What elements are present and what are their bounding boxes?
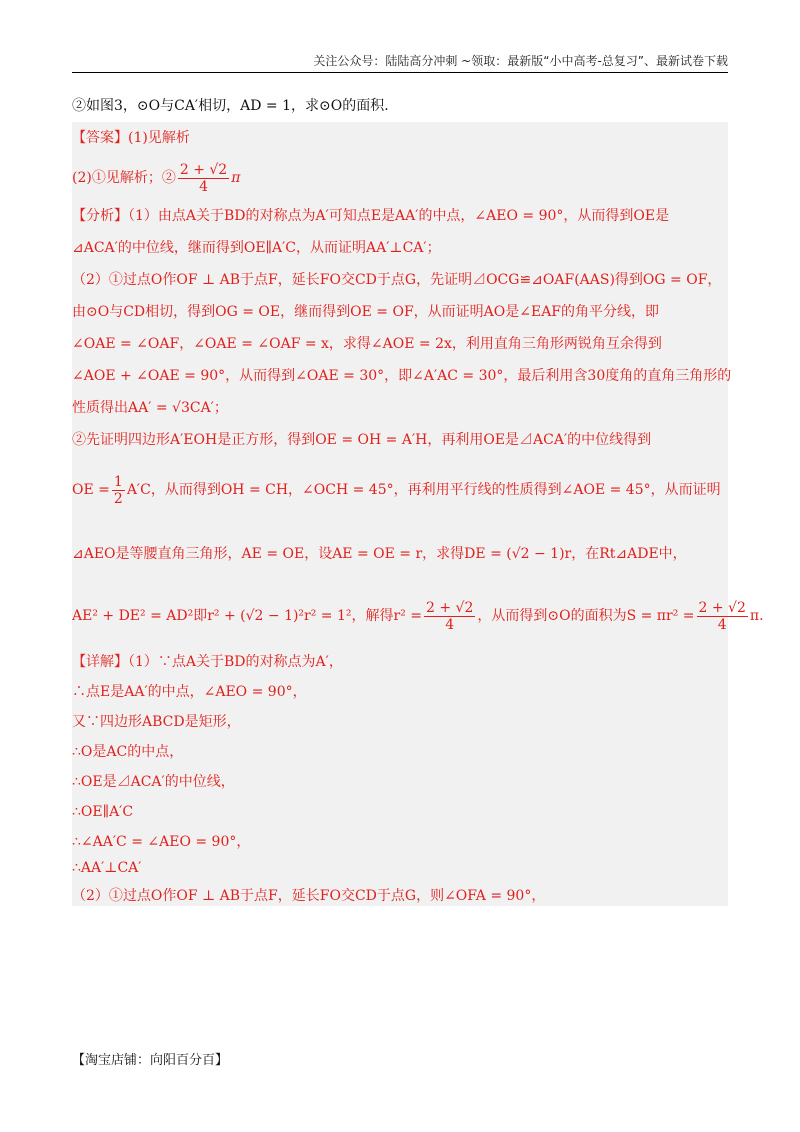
analysis-line-10: ⊿AEO是等腰直角三角形，AE = OE，设AE = OE = r，求得DE = (√2 − 1)r，在Rt⊿ADE中，: [72, 546, 687, 562]
analysis-l11-post: π.: [749, 608, 764, 624]
answer-line-2: [72, 160, 728, 196]
detail-line-6: ∴OE∥A′C: [72, 804, 134, 820]
analysis-l11-pre: AE² + DE² = AD²即r² + (√2 − 1)²r² = 1²，解得r² =: [72, 608, 422, 624]
half-fraction: [112, 474, 125, 507]
answer-fraction: [178, 162, 229, 195]
r-squared-denominator: 4: [445, 616, 455, 633]
detail-line-4: ∴O是AC的中点，: [72, 744, 184, 760]
r-squared-fraction: [424, 600, 475, 633]
analysis-line-4: 由⊙O与CD相切，得到OG = OE，继而得到OE = OF，从而证明AO是∠EAF的角平分线，即: [72, 304, 660, 320]
answer-tag: 【答案】: [72, 130, 128, 146]
question-text: ②如图3，⊙O与CA′相切，AD = 1，求⊙O的面积.: [72, 98, 389, 114]
analysis-line-7: 性质得出AA′ = √3CA′；: [72, 400, 228, 416]
header-divider: [72, 72, 728, 73]
answer-pi: π: [231, 170, 241, 186]
analysis-line-8: ②先证明四边形A′EOH是正方形，得到OE = OH = A′H，再利用OE是⊿ACA′的中位线得到: [72, 432, 652, 448]
detail-line-5: ∴OE是⊿ACA′的中位线，: [72, 774, 235, 790]
page-header: 关注公众号：陆陆高分冲刺 ~领取：最新版“小中高考-总复习”、最新试卷下载: [313, 54, 728, 68]
footer-store: 【淘宝店铺：向阳百分百】: [72, 1053, 229, 1068]
analysis-tag: 【分析】: [72, 208, 128, 224]
analysis-line-1: [72, 206, 728, 226]
detail-line-7: ∴∠AA′C = ∠AEO = 90°，: [72, 834, 251, 850]
answer-part1: (1)见解析: [128, 130, 190, 146]
analysis-l9-post: A′C，从而得到OH = CH，∠OCH = 45°，再利用平行线的性质得到∠AOE = 45°，从而证明: [126, 482, 721, 498]
half-denominator: 2: [113, 490, 123, 507]
r-squared-numerator: 2 + √2: [426, 599, 474, 616]
area-fraction: [697, 600, 748, 633]
detail-tag: 【详解】: [72, 654, 128, 670]
detail-text-1: （1）∵点A关于BD的对称点为A′，: [128, 654, 343, 670]
analysis-line-2: ⊿ACA′的中位线，继而得到OE∥A′C，从而证明AA′⊥CA′；: [72, 240, 441, 256]
analysis-text-1: （1）由点A关于BD的对称点为A′可知点E是AA′的中点，∠AEO = 90°，从而得到OE是: [128, 208, 670, 224]
analysis-line-6: ∠AOE + ∠OAE = 90°，从而得到∠OAE = 30°，即∠A′AC = 30°，最后利用含30度角的直角三角形的: [72, 368, 732, 384]
analysis-line-11: [72, 598, 764, 634]
answer-fraction-numerator: 2 + √2: [179, 161, 228, 178]
area-denominator: 4: [717, 616, 727, 633]
answer-line-1: [72, 128, 728, 148]
analysis-l11-mid: ，从而得到⊙O的面积为S = πr² =: [477, 608, 695, 624]
analysis-l9-pre: OE =: [72, 482, 110, 498]
detail-line-2: ∴点E是AA′的中点，∠AEO = 90°，: [72, 684, 307, 700]
analysis-line-3: （2）①过点O作OF ⊥ AB于点F，延长FO交CD于点G，先证明⊿OCG≌⊿OAF(AAS)得到OG = OF，: [72, 272, 722, 288]
area-numerator: 2 + √2: [698, 599, 746, 616]
half-numerator: 1: [113, 473, 123, 490]
detail-line-3: 又∵四边形ABCD是矩形，: [72, 714, 241, 730]
detail-line-8: ∴AA′⊥CA′: [72, 860, 142, 876]
answer-part2-prefix: (2)①见解析；②: [72, 170, 176, 186]
detail-line-1: [72, 652, 728, 672]
answer-fraction-denominator: 4: [199, 178, 208, 195]
analysis-line-5: ∠OAE = ∠OAF，∠OAE = ∠OAF = x，求得∠AOE = 2x，利用直角三角形两锐角互余得到: [72, 336, 662, 352]
detail-line-9: （2）①过点O作OF ⊥ AB于点F，延长FO交CD于点G，则∠OFA = 90°，: [72, 888, 546, 904]
analysis-line-9: [72, 472, 728, 508]
